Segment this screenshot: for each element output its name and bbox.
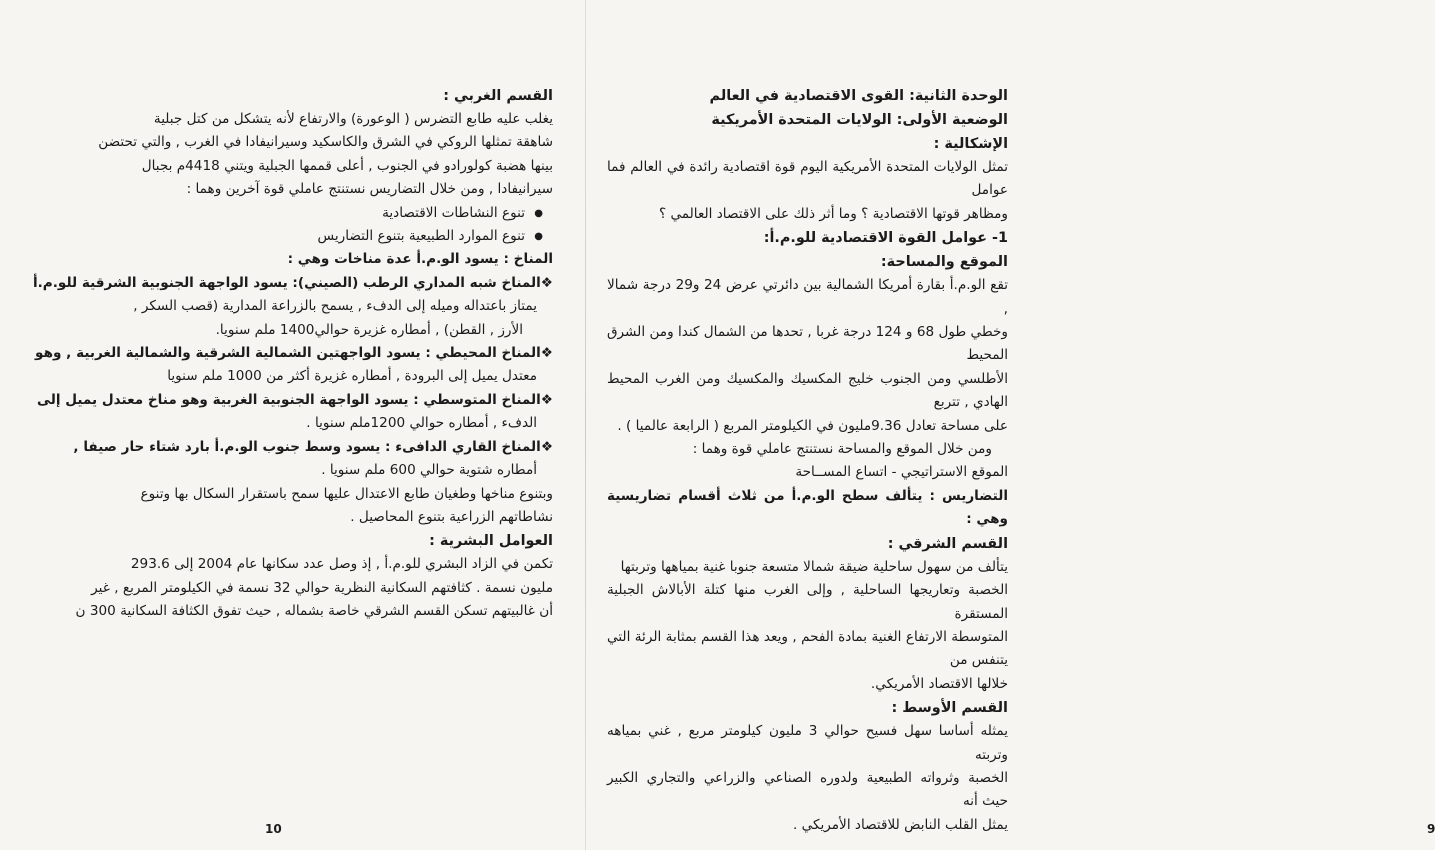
relief-line: التضاريس : يتألف سطح الو.م.أ من ثلاث أقسام تضاريسية وهي : — [607, 487, 1008, 528]
human-line: تكمن في الزاد البشري للو.م.أ , إذ وصل عدد سكانها عام 2004 إلى 293.6 — [130, 556, 553, 573]
climate-continental: ❖المناخ القاري الدافىء : يسود وسط جنوب الو.م.أ بارد شتاء حار صيفا , — [73, 438, 553, 455]
central-line: الخصبة وثرواته الطبيعية ولدوره الصناعي والزراعي والتجاري الكبير حيث أنه — [607, 769, 1008, 810]
climate-mediterranean: ❖المناخ المتوسطي : يسود الواجهة الجنوبية الغربية وهو مناخ معتدل يميل إلى — [36, 391, 553, 408]
heading-western-section: القسم الغربي : — [443, 88, 553, 104]
climate-line: الدفء , أمطاره حوالي 1200ملم سنويا . — [306, 415, 537, 432]
climate-line: يمتاز باعتداله وميله إلى الدفء , يسمح بالزراعة المدارية (قصب السكر , — [133, 298, 537, 315]
location-line: وخطي طول 68 و 124 درجة غربا , تحدها من الشمال كندا ومن الشرق المحيط — [607, 324, 1008, 364]
situation-title: الوضعية الأولى: الولايات المتحدة الأمريكية — [711, 112, 1008, 128]
eastern-line: الخصبة وتعاريجها الساحلية , وإلى الغرب منها كتلة الأبالاش الجبلية المستقرة — [607, 582, 1008, 622]
climate-line: الأرز , القطن) , أمطاره غزيرة حوالي1400 ملم سنويا. — [215, 321, 523, 338]
western-line: شاهقة تمثلها الروكي في الشرق والكاسكيد وسيرانيفادا في الغرب , والتي تحتضن — [98, 134, 553, 151]
location-line: الأطلسي ومن الجنوب خليج المكسيك والمكسيك ومن الغرب المحيط الهادي , تتربع — [607, 370, 1008, 411]
location-factors: الموقع الاستراتيجي - اتساع المســاحة — [795, 464, 1008, 481]
central-line: يمثل القلب النابض للاقتصاد الأمريكي . — [793, 816, 1008, 833]
climate-line: أمطاره شتوية حوالي 600 ملم سنويا . — [321, 462, 537, 479]
climate-oceanic: ❖المناخ المحيطي : يسود الواجهتين الشمالية الشرقية والشمالية الغربية , وهو — [35, 345, 553, 362]
location-heading: الموقع والمساحة: — [880, 254, 1008, 271]
heading-human-factors: العوامل البشرية : — [429, 533, 553, 550]
eastern-line: خلالها الاقتصاد الأمريكي. — [870, 675, 1008, 692]
climate-summary-line: وبتنوع مناخها وطغيان طابع الاعتدال عليها سمح باستقرار السكال بها وتنوع — [140, 485, 553, 502]
page-number: 9 — [1427, 822, 1435, 836]
section-1-title: 1- عوامل القوة الاقتصادية للو.م.أ: — [763, 230, 1008, 247]
location-line: على مساحة تعادل 9.36مليون في الكيلومتر المربع ( الرابعة عالميا ) . — [617, 417, 1008, 434]
eastern-line: يتألف من سهول ساحلية ضيقة شمالا متسعة جنوبا غنية بمياهها وتربتها — [620, 558, 1008, 575]
page-9 — [585, 0, 1435, 850]
climate-line: معتدل يميل إلى البرودة , أمطاره غزيرة أكثر من 1000 ملم سنويا — [167, 368, 537, 385]
problem-label: الإشكالية : — [933, 136, 1008, 152]
climate-intro: المناخ : يسود الو.م.أ عدة مناخات وهي : — [287, 251, 553, 268]
location-line: تقع الو.م.أ بقارة أمريكا الشمالية بين دائرتي عرض 24 و29 درجة شمالا , — [607, 277, 1008, 317]
western-line: يغلب عليه طابع التضرس ( الوعورة) والارتفاع لأنه يتشكل من كتل جبلية — [153, 111, 553, 127]
eastern-line: المتوسطة الارتفاع الغنية بمادة الفحم , ويعد هذا القسم بمثابة الرئة التي يتنفس من — [607, 628, 1008, 669]
central-line: يمثله أساسا سهل فسيح حوالي 3 مليون كيلومتر مربع , غني بمياهه وتربته — [607, 723, 1008, 763]
unit-title: الوحدة الثانية: القوى الاقتصادية في العالم — [709, 88, 1008, 104]
location-conclusion: ومن خلال الموقع والمساحة نستنتج عاملي قوة وهما : — [692, 441, 992, 458]
bullet-item: ● تنوع الموارد الطبيعية بتنوع التضاريس — [18, 225, 553, 248]
page-10 — [0, 0, 585, 850]
human-line: مليون نسمة . كثافتهم السكانية النظرية حوالي 32 نسمة في الكيلومتر المربع , غير — [91, 579, 553, 596]
problem-line: ومظاهر قوتها الاقتصادية ؟ وما أثر ذلك على الاقتصاد العالمي ؟ — [658, 205, 1008, 222]
western-line: سيرانيفادا , ومن خلال التضاريس نستنتج عاملي قوة آخرين وهما : — [186, 181, 553, 198]
climate-summary-line: نشاطاتهم الزراعية بتنوع المحاصيل . — [350, 508, 553, 525]
western-line: بينها هضبة كولورادو في الجنوب , أعلى قممها الجبلية ويتني 4418م بجبال — [141, 157, 553, 174]
bullet-item: ● تنوع النشاطات الاقتصادية — [18, 202, 553, 225]
page-number: 10 — [265, 822, 282, 836]
eastern-heading: القسم الشرقي : — [887, 535, 1008, 552]
human-line: أن غالبيتهم تسكن القسم الشرقي خاصة بشماله , حيث تفوق الكثافة السكانية 300 ن — [75, 603, 553, 620]
problem-line: تمثل الولايات المتحدة الأمريكية اليوم قوة اقتصادية رائدة في العالم فما عوامل — [607, 159, 1008, 199]
central-heading: القسم الأوسط : — [891, 700, 1008, 717]
climate-humid-subtropical: ❖المناخ شبه المداري الرطب (الصيني): يسود الواجهة الجنوبية الشرقية للو.م.أ — [32, 274, 553, 291]
